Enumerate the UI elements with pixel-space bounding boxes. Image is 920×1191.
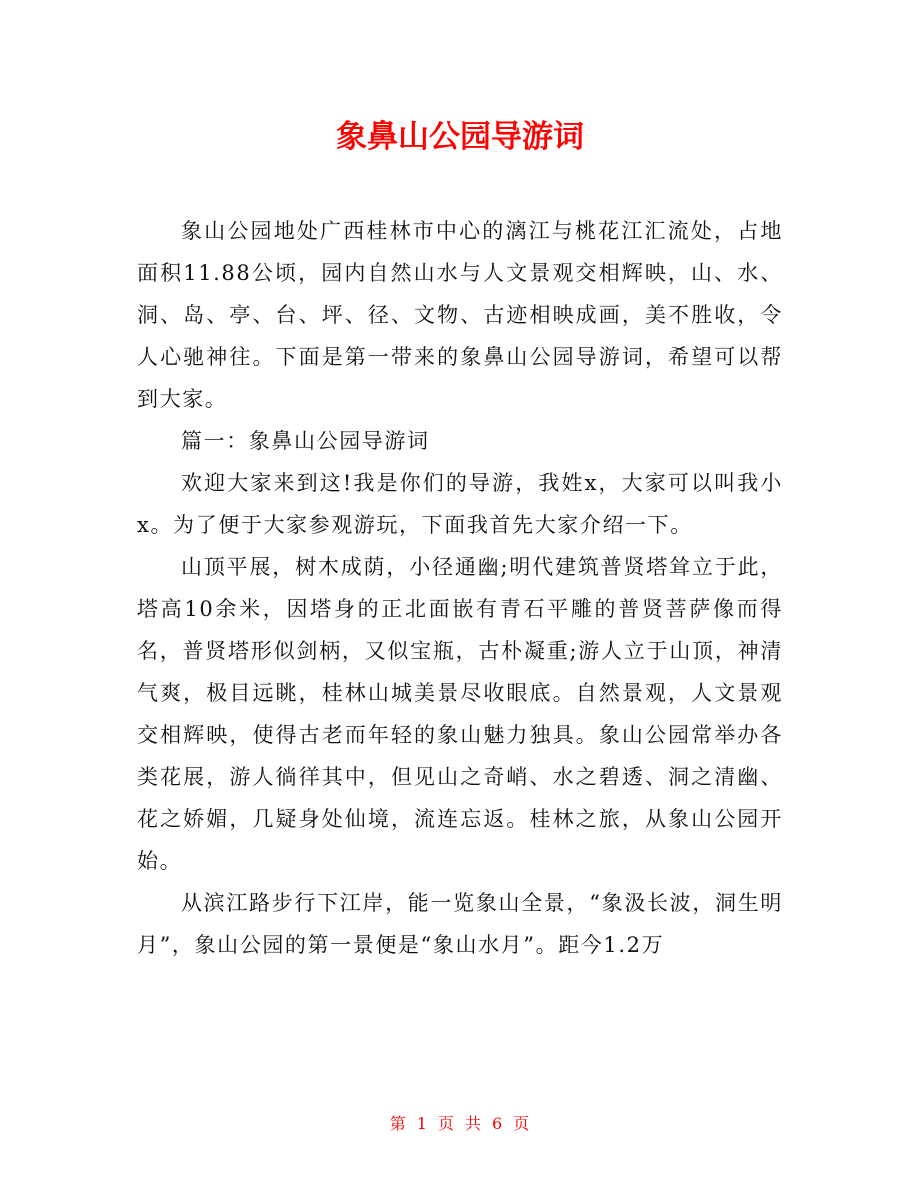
footer-current-page: 1 (416, 1114, 428, 1133)
paragraph-intro: 象山公园地处广西桂林市中心的漓江与桃花江汇流处，占地面积11.88公顷，园内自然山水与人文景观交相辉映，山、水、洞、岛、亭、台、坪、径、文物、古迹相映成画，美不胜收，令人心驰神往。下面是第一带来的象鼻山公园导游词，希望可以帮到大家。 (137, 219, 783, 411)
paragraph-welcome: 欢迎大家来到这!我是你们的导游，我姓x，大家可以叫我小x。为了便于大家参观游玩，下面我首先大家介绍一下。 (137, 471, 783, 537)
footer-total-pages: 6 (492, 1114, 504, 1133)
footer-prefix: 第 (389, 1114, 407, 1133)
paragraph-hilltop: 山顶平展，树木成荫，小径通幽;明代建筑普贤塔耸立于此，塔高10余米，因塔身的正北面嵌有青石平雕的普贤菩萨像而得名，普贤塔形似剑柄，又似宝瓶，古朴凝重;游人立于山顶，神清气爽，极目远眺，桂林山城美景尽收眼底。自然景观，人文景观交相辉映，使得古老而年轻的象山魅力独具。象山公园常举办各类花展，游人徜徉其中，但见山之奇峭、水之碧透、洞之清幽、花之娇媚，几疑身处仙境，流连忘返。桂林之旅，从象山公园开始。 (137, 555, 783, 873)
page-title: 象鼻山公园导游词 (336, 119, 584, 155)
footer-suffix: 页 (513, 1114, 531, 1133)
footer-total-label: 共 (465, 1114, 483, 1133)
footer-page-unit: 页 (437, 1114, 455, 1133)
paragraph-section-heading: 篇一：象鼻山公园导游词 (181, 429, 430, 453)
page-number-footer (0, 1112, 920, 1136)
document-body (137, 210, 783, 966)
paragraph-riverbank: 从滨江路步行下江岸，能一览象山全景，“象汲长波，洞生明月”，象山公园的第一景便是“象山水月”。距今1.2万 (137, 891, 783, 957)
